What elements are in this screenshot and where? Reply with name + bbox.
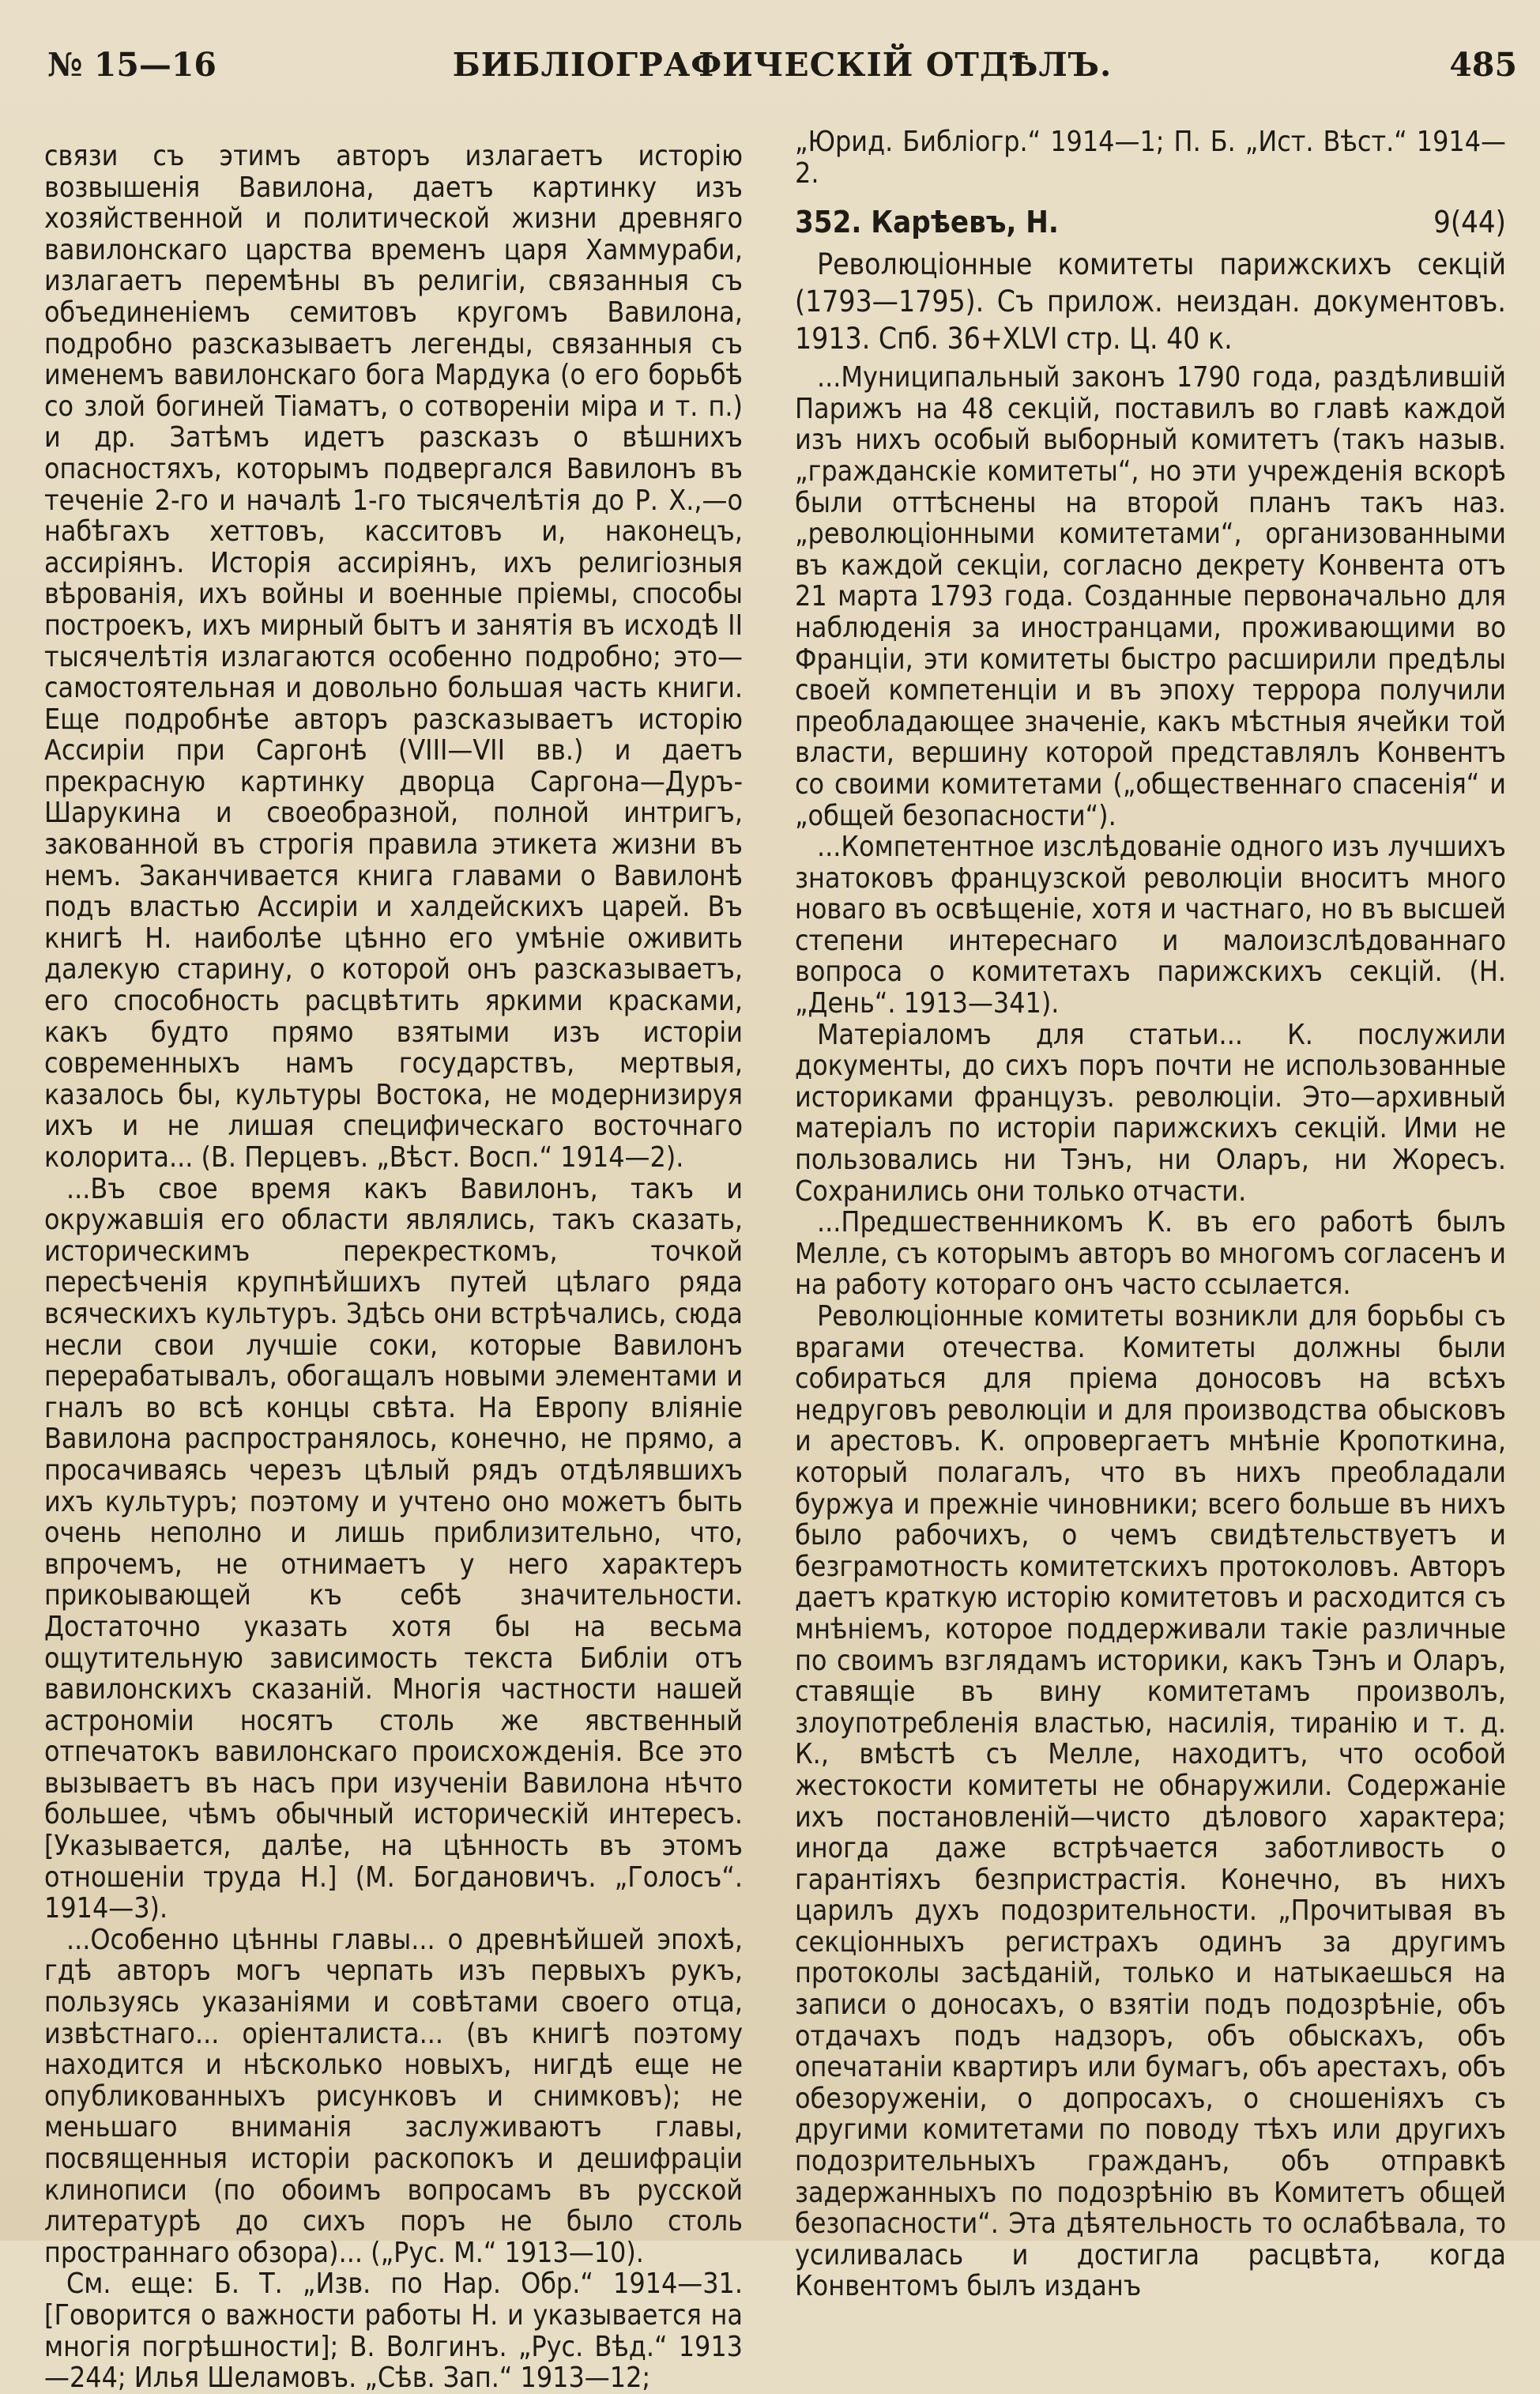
review-paragraph: связи съ этимъ авторъ излагаетъ исторію возвышенія Вавилона, даетъ картинку изъ хозяйственной и политической жизни древняго вавилонскаго царства временъ царя Хаммураби, излагаетъ перемѣны въ религіи, связанныя съ объединеніемъ семитовъ кругомъ Вавилона, подробно разсказываетъ легенды, связанныя съ именемъ вавилонскаго бога Мардука (о его борьбѣ со злой богиней Тіаматъ, о сотвореніи міра и т. п.) и др. Затѣмъ идетъ разсказъ о вѣшнихъ опасностяхъ, которымъ подвергался Вавилонъ въ теченіе 2-го и началѣ 1-го тысячелѣтія до Р. Х.,—о набѣгахъ хеттовъ, касситовъ и, наконецъ, ассиріянъ. Исторія ассиріянъ, ихъ религіозныя вѣрованія, ихъ войны и военные пріемы, способы построекъ, ихъ мирный бытъ и занятія въ исходѣ II тысячелѣтія излагаются особенно подробно; это—самостоятельная и довольно большая часть книги. Еще подробнѣе авторъ разсказываетъ исторію Ассиріи при Саргонѣ (VIII—VII вв.) и даетъ прекрасную картинку дворца Саргона—Дуръ-Шарукина и своеобразной, полной интригъ, закованной въ строгія правила этикета жизни въ немъ. Заканчивается книга главами о Вавилонѣ подъ властью Ассиріи и халдейскихъ царей. Въ книгѣ Н. наиболѣе цѣнно его умѣніе оживить далекую старину, о которой онъ разсказываетъ, его способность расцвѣтить яркими красками, какъ будто прямо взятыми изъ исторіи современныхъ намъ государствъ, мертвыя, казалось бы, культуры Востока, не модернизируя ихъ и не лишая специфическаго восточнаго колорита... (В. Перцевъ. „Вѣст. Восп.“ 1914—2). bbox=[44, 140, 743, 1174]
issue-number: № 15—16 bbox=[47, 46, 217, 84]
entry-author: 352. Карѣевъ, Н. bbox=[795, 205, 1059, 240]
left-column bbox=[44, 141, 743, 2394]
review-paragraph: Революціонные комитеты возникли для борьбы съ врагами отечества. Комитеты должны были собираться для пріема доносовъ на всѣхъ недруговъ революціи и для производства обысковъ и арестовъ. К. опровергаетъ мнѣніе Кропоткина, который полагалъ, что въ нихъ преобладали буржуа и прежніе чиновники; всего больше въ нихъ было рабочихъ, о чемъ свидѣтельствуетъ и безграмотность комитетскихъ протоколовъ. Авторъ даетъ краткую исторію комитетовъ и расходится съ мнѣніемъ, которое поддерживали такіе различные по своимъ взглядамъ историки, какъ Тэнъ и Оларъ, ставящіе въ вину комитетамъ произволъ, злоупотребленія властью, насилія, тиранію и т. д. К., вмѣстѣ съ Мелле, находитъ, что особой жестокости комитеты не обнаружили. Содержаніе ихъ постановленій—чисто дѣлового характера; иногда даже встрѣчается заботливость о гарантіяхъ безпристрастія. Конечно, въ нихъ царилъ духъ подозрительности. „Прочитывая въ секціонныхъ регистрахъ одинъ за другимъ протоколы засѣданій, только и натыкаешься на записи о доносахъ, о взятіи подъ подозрѣніе, объ отдачахъ подъ надзоръ, объ обыскахъ, объ опечатаніи квартиръ или бумагъ, объ арестахъ, объ обезоруженіи, о допросахъ, о сношеніяхъ съ другими комитетами по поводу тѣхъ или другихъ подозрительныхъ гражданъ, объ отправкѣ задержанныхъ по подозрѣнію въ Комитетъ общей безопасности“. Эта дѣятельность то ослабѣвала, то усиливалась и достигла расцвѣта, когда Конвентомъ былъ изданъ bbox=[795, 1300, 1506, 2303]
review-paragraph: ...Предшественникомъ К. въ его работѣ былъ Мелле, съ которымъ авторъ во многомъ согласенъ и на работу котораго онъ часто ссылается. bbox=[795, 1206, 1506, 1302]
review-paragraph: ...Въ свое время какъ Вавилонъ, такъ и окружавшія его области являлись, такъ сказать, историческимъ перекресткомъ, точкой пересѣченія крупнѣйшихъ путей цѣлаго ряда всяческихъ культуръ. Здѣсь они встрѣчались, сюда несли свои лучшіе соки, которые Вавилонъ перерабатывалъ, обогащалъ новыми элементами и гналъ во всѣ концы свѣта. На Европу вліяніе Вавилона распространялось, конечно, не прямо, а просачиваясь черезъ цѣлый рядъ отдѣлявшихъ ихъ культуръ; поэтому и учтено оно можетъ быть очень неполно и лишь приблизительно, что, впрочемъ, не отнимаетъ у него характеръ прикоывающей къ себѣ значительности. Достаточно указать хотя бы на весьма ощутительную зависимость текста Библіи отъ вавилонскихъ сказаній. Многія частности нашей астрономіи носятъ столь же явственный отпечатокъ вавилонскаго происхожденія. Все это вызываетъ въ насъ при изученіи Вавилона нѣчто большее, чѣмъ обычный историческій интересъ. [Указывается, далѣе, на цѣнность въ этомъ отношеніи труда Н.] (М. Богдановичъ. „Голосъ“. 1914—3). bbox=[44, 1172, 743, 1925]
entry-heading bbox=[795, 203, 1506, 241]
section-title: БИБЛІОГРАФИЧЕСКІЙ ОТДѢЛЪ. bbox=[452, 46, 1113, 84]
review-paragraph: ...Муниципальный законъ 1790 года, раздѣлившій Парижъ на 48 секцій, поставилъ во главѣ каждой изъ нихъ особый выборный комитетъ (такъ назыв. „гражданскіе комитеты“, но эти учрежденія вскорѣ были оттѣснены на второй планъ такъ наз. „революціонными комитетами“, организованными въ каждой секціи, согласно декрету Конвента отъ 21 марта 1793 года. Созданные первоначально для наблюденія за иностранцами, проживающими во Франціи, эти комитеты быстро расширили предѣлы своей компетенціи и въ эпоху террора получили преобладающее значеніе, какъ мѣстныя ячейки той власти, вершину которой представлялъ Конвентъ со своими комитетами („общественнаго спасенія“ и „общей безопасности“). bbox=[795, 361, 1506, 832]
review-paragraph: Матеріаломъ для статьи... К. послужили документы, до сихъ поръ почти не использованные историками французъ. революціи. Это—архивный матеріалъ по исторіи парижскихъ секцій. Ими не пользовались ни Тэнъ, ни Оларъ, ни Жоресъ. Сохранились они только отчасти. bbox=[795, 1018, 1506, 1208]
right-column bbox=[795, 126, 1506, 2302]
see-also-references: См. еще: Б. Т. „Изв. по Нар. Обр.“ 1914—31. [Говорится о важности работы Н. и указывается на многія погрѣшности]; В. Волгинъ. „Рус. Вѣд.“ 1913—244; Илья Шеламовъ. „Сѣв. Зап.“ 1913—12; bbox=[44, 2268, 743, 2394]
page-header bbox=[47, 46, 1517, 93]
page-number: 485 bbox=[1449, 46, 1517, 84]
review-paragraph: ...Особенно цѣнны главы... о древнѣйшей эпохѣ, гдѣ авторъ могъ черпать изъ первыхъ рукъ, пользуясь указаніями и совѣтами своего отца, извѣстнаго... оріенталиста... (въ книгѣ поэтому находится и нѣсколько новыхъ, нигдѣ еще не опубликованныхъ рисунковъ и снимковъ); не меньшаго вниманія заслуживаютъ главы, посвященныя исторіи раскопокъ и дешифраціи клинописи (по обоимъ вопросамъ въ русской литературѣ до сихъ поръ не было столь пространнаго обзора)... („Рус. М.“ 1913—10). bbox=[44, 1923, 743, 2269]
references-continued: „Юрид. Библіогр.“ 1914—1; П. Б. „Ист. Вѣст.“ 1914—2. bbox=[795, 126, 1506, 190]
entry-title: Революціонные комитеты парижскихъ секцій (1793—1795). Съ прилож. неиздан. документовъ. 1913. Спб. 36+XLVI стр. Ц. 40 к. bbox=[795, 247, 1506, 356]
entry-classification-code: 9(44) bbox=[1433, 205, 1506, 240]
review-paragraph: ...Компетентное изслѣдованіе одного изъ лучшихъ знатоковъ французской революціи вноситъ много новаго въ освѣщеніе, хотя и частнаго, но въ высшей степени интереснаго и малоизслѣдованнаго вопроса о комитетахъ парижскихъ секцій. (Н. „День“. 1913—341). bbox=[795, 831, 1506, 1020]
